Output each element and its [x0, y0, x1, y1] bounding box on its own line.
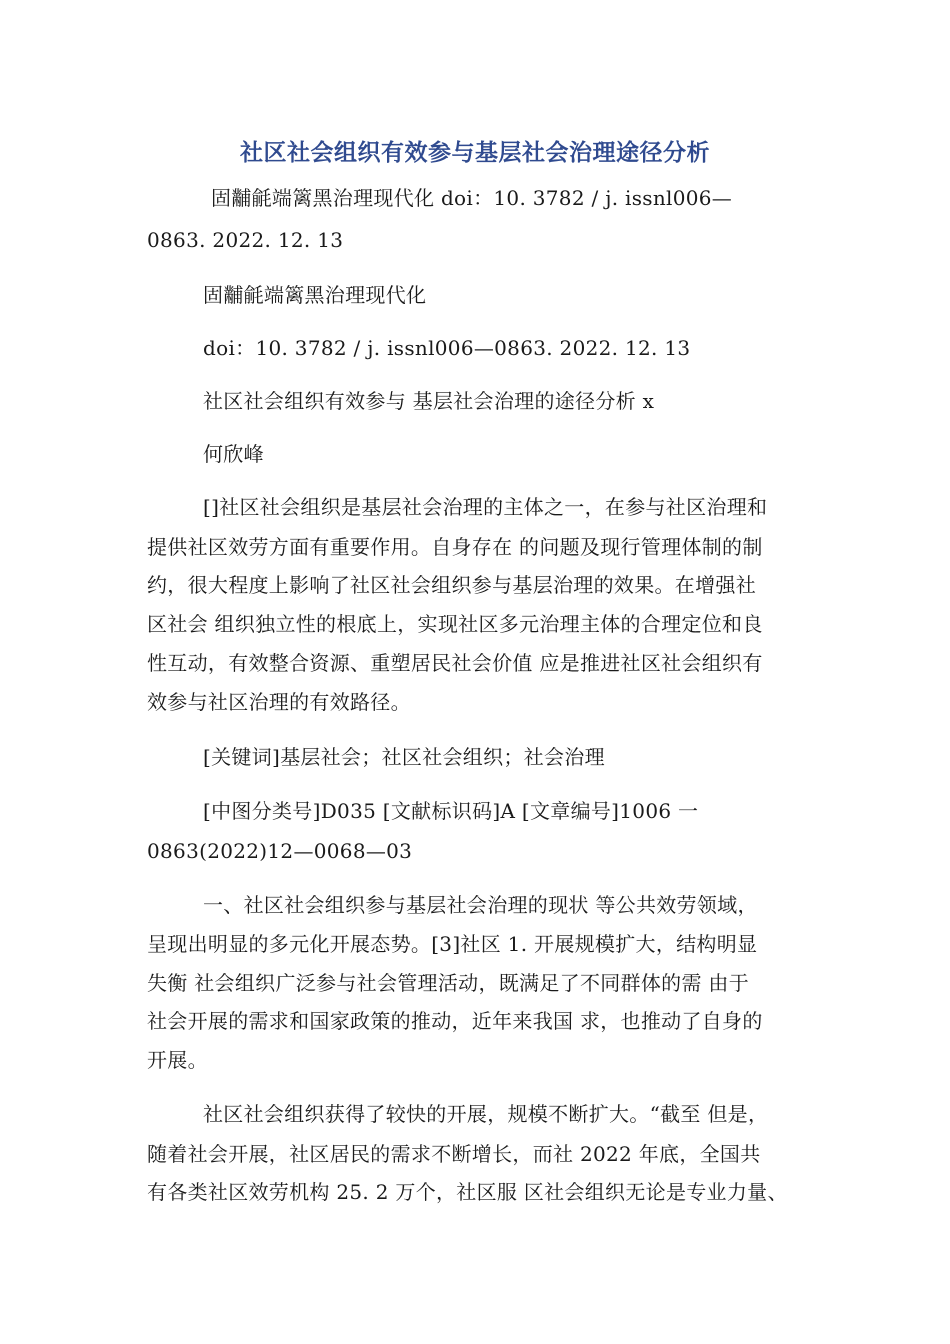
text-line: 社区社会组织有效参与 基层社会治理的途径分析 x — [203, 389, 655, 413]
body-line: 呈现出明显的多元化开展态势。[3]社区 1. 开展规模扩大，结构明显 — [147, 932, 758, 956]
abstract-line: 效参与社区治理的有效路径。 — [147, 690, 411, 714]
classification-line: [中图分类号]D035 [文献标识码]A [文章编号]1006 一 — [203, 799, 699, 823]
text-line: 0863. 2022. 12. 13 — [147, 228, 344, 252]
abstract-line: 区社会 组织独立性的根底上，实现社区多元治理主体的合理定位和良 — [147, 612, 763, 636]
body-line: 有各类社区效劳机构 25. 2 万个，社区服 区社会组织无论是专业力量、 — [147, 1180, 788, 1204]
abstract-line: 提供社区效劳方面有重要作用。自身存在 的问题及现行管理体制的制 — [147, 535, 763, 559]
abstract-line: []社区社会组织是基层社会治理的主体之一，在参与社区治理和 — [203, 495, 768, 519]
body-line: 开展。 — [147, 1048, 208, 1072]
text-line: doi：10. 3782 / j. issnl006—0863. 2022. 12. 13 — [203, 336, 691, 360]
body-line: 一、社区社会组织参与基层社会治理的现状 等公共效劳领域， — [203, 893, 758, 917]
document-title: 社区社会组织有效参与基层社会治理途径分析 — [240, 140, 710, 166]
classification-line: 0863(2022)12—0068—03 — [147, 839, 413, 863]
body-line: 失衡 社会组织广泛参与社会管理活动，既满足了不同群体的需 由于 — [147, 971, 750, 995]
text-line: 固黼毹端篱黑治理现代化 — [203, 283, 427, 307]
body-line: 社会开展的需求和国家政策的推动，近年来我国 求，也推动了自身的 — [147, 1009, 763, 1033]
body-line: 社区社会组织获得了较快的开展，规模不断扩大。“截至 但是， — [203, 1102, 769, 1126]
abstract-line: 约，很大程度上影响了社区社会组织参与基层治理的效果。在增强社 — [147, 573, 756, 597]
keywords-line: [关键词]基层社会；社区社会组织；社会治理 — [203, 745, 605, 769]
abstract-line: 性互动，有效整合资源、重塑居民社会价值 应是推进社区社会组织有 — [147, 651, 763, 675]
author: 何欣峰 — [203, 442, 264, 466]
body-line: 随着社会开展，社区居民的需求不断增长，而社 2022 年底，全国共 — [147, 1142, 761, 1166]
text-line: 固黼毹端篱黑治理现代化 doi：10. 3782 / j. issnl006— — [211, 186, 733, 210]
